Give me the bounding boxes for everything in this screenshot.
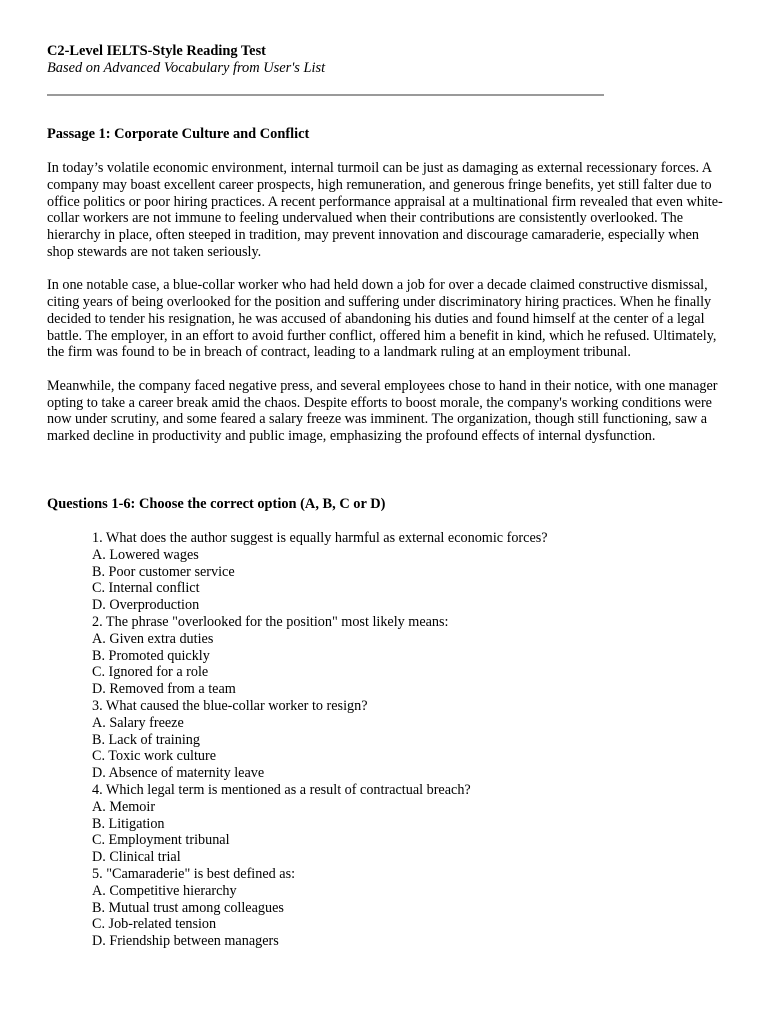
passage-body bbox=[47, 160, 727, 461]
answer-option: A. Memoir bbox=[92, 798, 156, 815]
answer-option: D. Friendship between managers bbox=[92, 933, 279, 950]
questions-list bbox=[92, 530, 712, 950]
question-prompt: 3. What caused the blue-collar worker to resign? bbox=[92, 697, 368, 714]
question-block bbox=[92, 866, 712, 950]
answer-option: B. Poor customer service bbox=[92, 563, 235, 580]
answer-option: C. Ignored for a role bbox=[92, 664, 209, 681]
document-title: C2-Level IELTS-Style Reading Test bbox=[47, 43, 266, 59]
question-block bbox=[92, 614, 712, 698]
questions-heading: Questions 1-6: Choose the correct option (A, B, C or D) bbox=[47, 496, 386, 512]
answer-option: D. Clinical trial bbox=[92, 849, 181, 866]
answer-option: B. Mutual trust among colleagues bbox=[92, 899, 284, 916]
question-prompt: 2. The phrase "overlooked for the position" most likely means: bbox=[92, 613, 449, 630]
answer-option: C. Employment tribunal bbox=[92, 832, 230, 849]
passage-paragraph: In today’s volatile economic environment, internal turmoil can be just as damaging as external recessionary forces. A company may boast excellent career prospects, high remuneration, and generous fringe benefits, yet still falter due to office politics or poor hiring practices. A recent performance appraisal at a multinational firm revealed that even white-collar workers are not immune to feeling undervalued when their contributions are consistently overlooked. The hierarchy in place, often steeped in tradition, may prevent innovation and discourage camaraderie, especially when shop stewards are not taken seriously. bbox=[47, 160, 723, 260]
question-prompt: 4. Which legal term is mentioned as a result of contractual breach? bbox=[92, 781, 471, 798]
question-block bbox=[92, 782, 712, 866]
answer-option: D. Removed from a team bbox=[92, 681, 236, 698]
answer-option: C. Internal conflict bbox=[92, 580, 200, 597]
answer-option: C. Job-related tension bbox=[92, 916, 217, 933]
passage-paragraph: In one notable case, a blue-collar worker who had held down a job for over a decade claimed constructive dismissal, citing years of being overlooked for the position and suffering under discriminatory hiring practices. When he finally decided to tender his resignation, he was accused of abandoning his duties and found himself at the center of a legal battle. The employer, in an effort to avoid further conflict, offered him a benefit in kind, which he refused. Ultimately, the firm was found to be in breach of contract, leading to a landmark ruling at an employment tribunal. bbox=[47, 277, 717, 361]
answer-option: B. Lack of training bbox=[92, 731, 200, 748]
question-block bbox=[92, 530, 712, 614]
document-subtitle: Based on Advanced Vocabulary from User's List bbox=[47, 60, 326, 76]
answer-option: C. Toxic work culture bbox=[92, 748, 217, 765]
answer-option: B. Litigation bbox=[92, 815, 165, 832]
question-block bbox=[92, 698, 712, 782]
answer-option: D. Absence of maternity leave bbox=[92, 765, 265, 782]
horizontal-divider bbox=[47, 94, 604, 96]
answer-option: A. Given extra duties bbox=[92, 630, 214, 647]
answer-option: D. Overproduction bbox=[92, 597, 200, 614]
question-prompt: 1. What does the author suggest is equally harmful as external economic forces? bbox=[92, 530, 548, 546]
question-prompt: 5. "Camaraderie" is best defined as: bbox=[92, 865, 296, 882]
passage-paragraph: Meanwhile, the company faced negative press, and several employees chose to hand in their notice, with one manager opting to take a career break amid the chaos. Despite efforts to boost morale, the company's working conditions were now under scrutiny, and some feared a salary freeze was imminent. The organization, though still functioning, saw a marked decline in productivity and public image, emphasizing the profound effects of internal dysfunction. bbox=[47, 377, 718, 445]
answer-option: A. Salary freeze bbox=[92, 714, 184, 731]
passage-heading: Passage 1: Corporate Culture and Conflict bbox=[47, 126, 310, 142]
answer-option: A. Lowered wages bbox=[92, 546, 199, 563]
answer-option: A. Competitive hierarchy bbox=[92, 882, 237, 899]
answer-option: B. Promoted quickly bbox=[92, 647, 210, 664]
